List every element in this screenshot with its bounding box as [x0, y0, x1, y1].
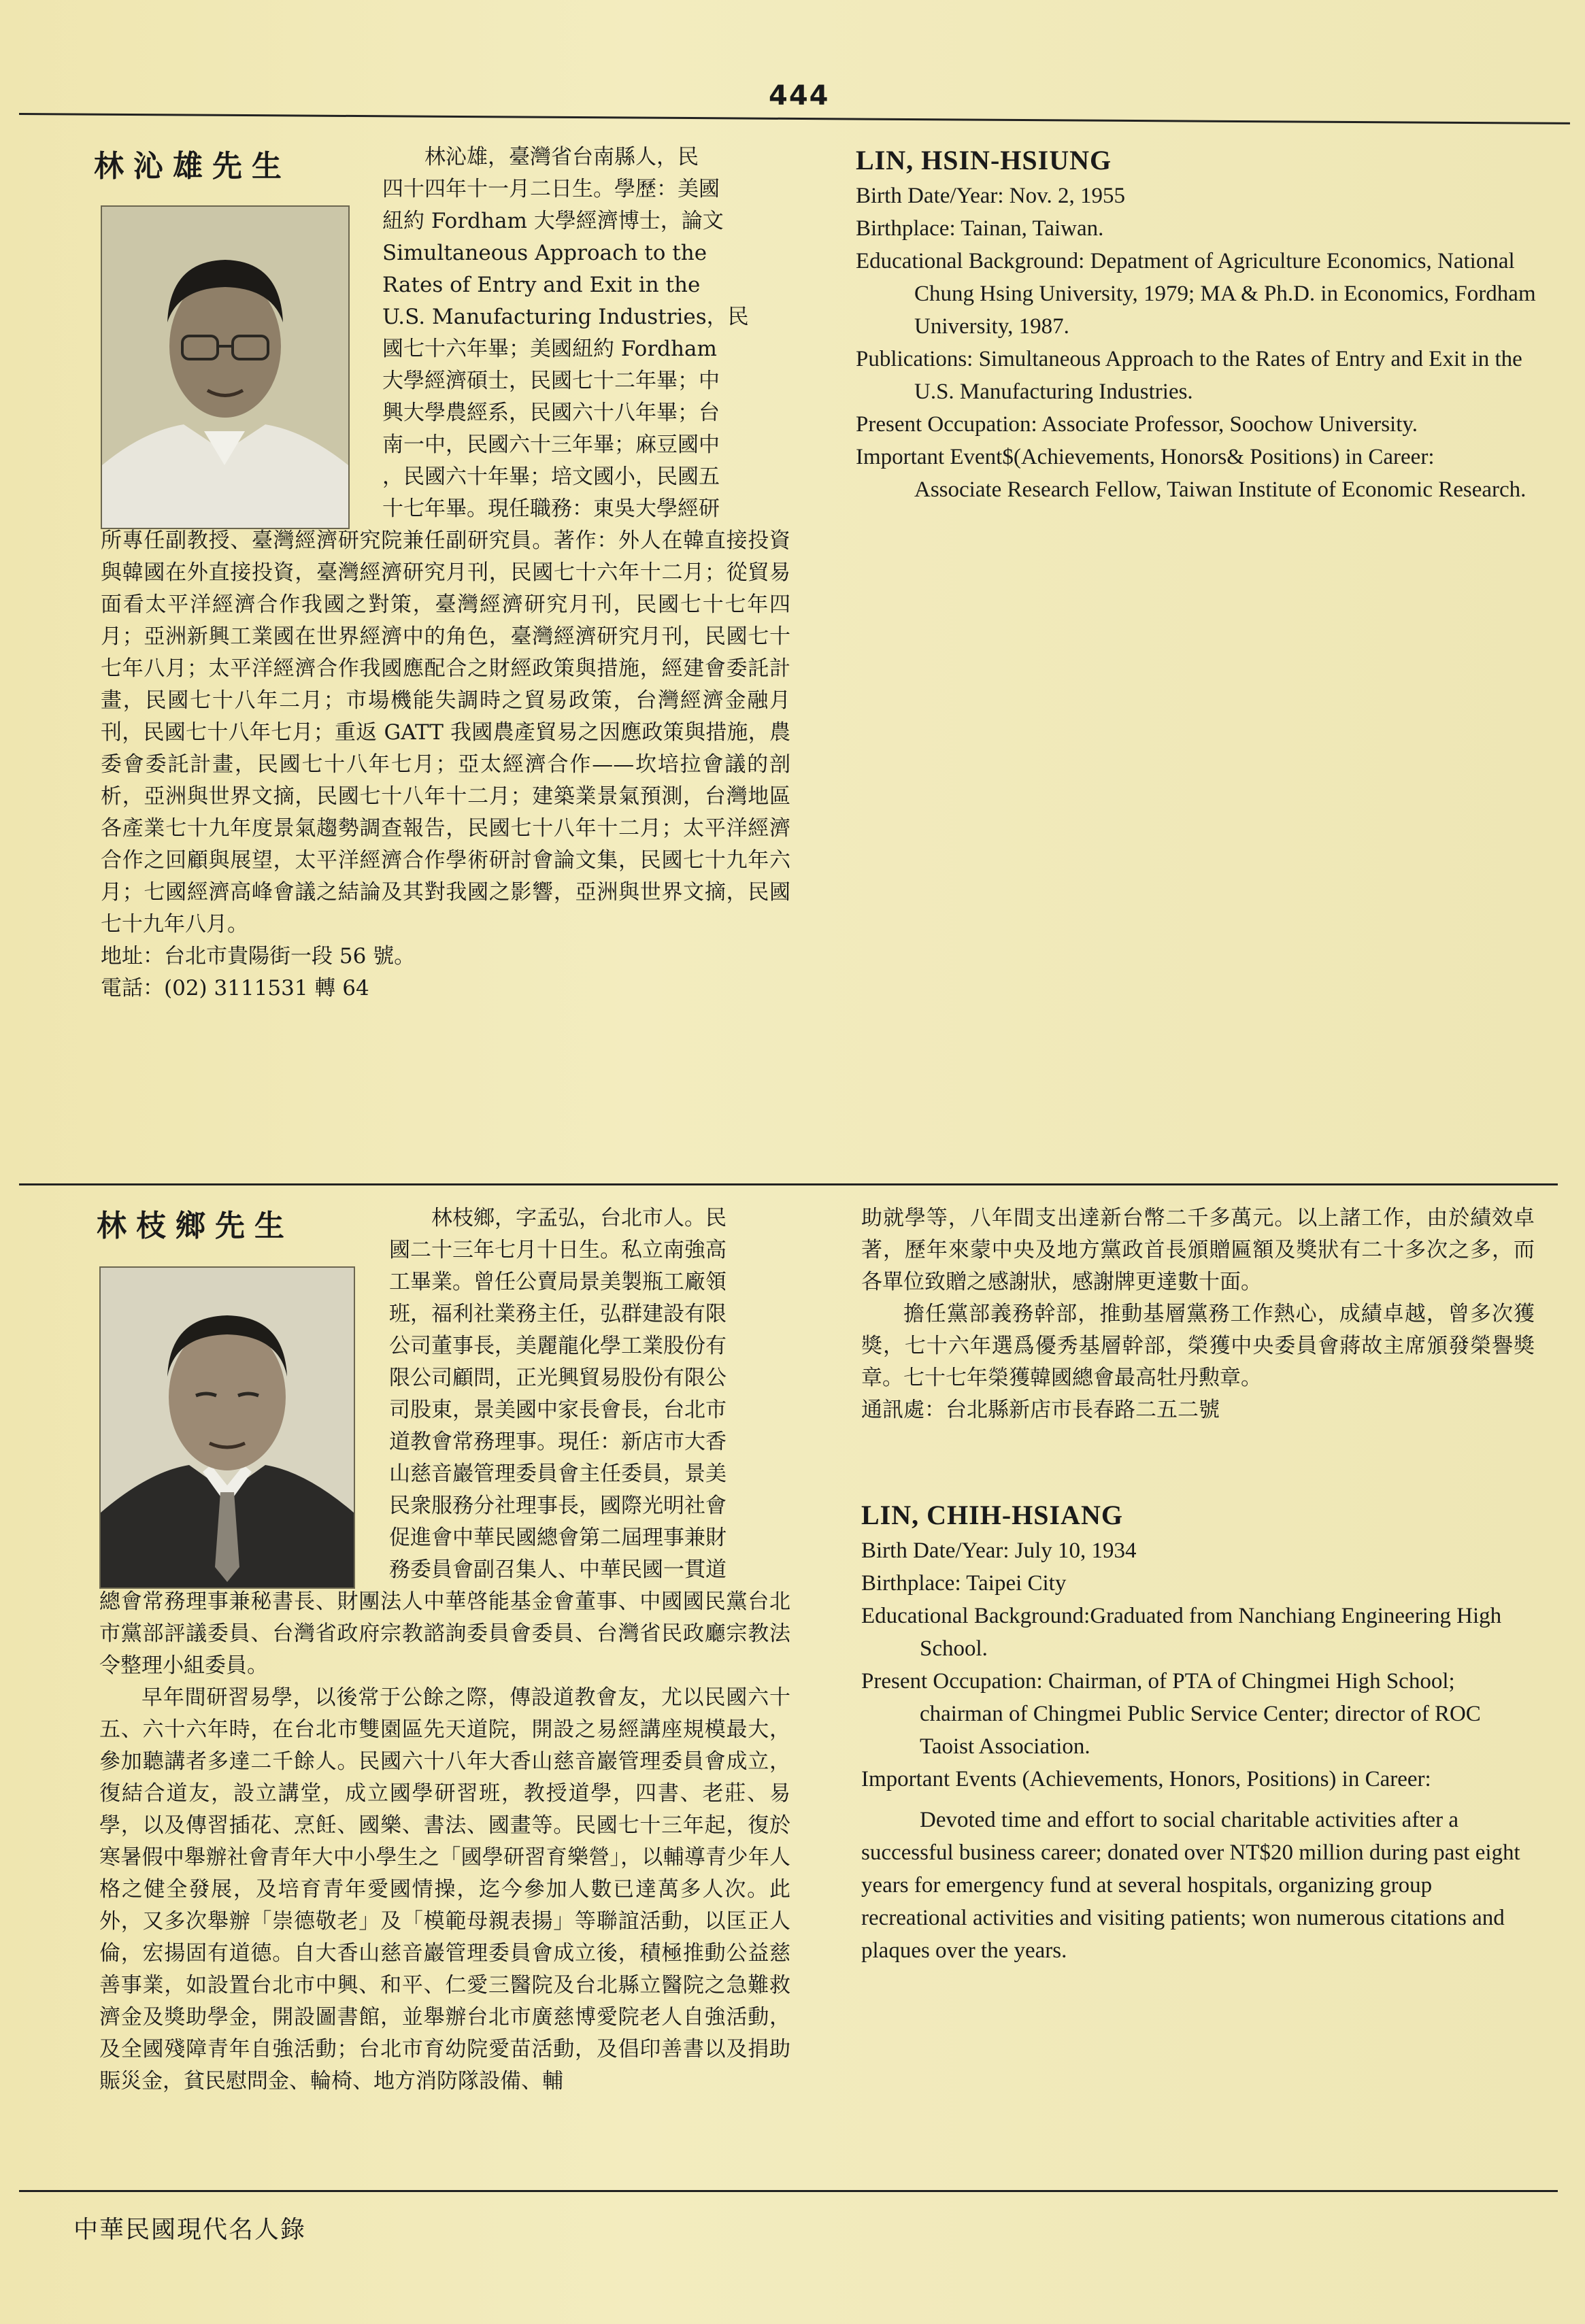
entry2-cn-line: 限公司顧問，正光興貿易股份有限公: [389, 1366, 727, 1390]
entry1-en-events-label: Important Event$(Achievements, Honors& Positions) in Career:: [856, 445, 1435, 469]
entry2-cn-line: 民衆服務分社理事長，國際光明社會: [389, 1494, 727, 1518]
entry2-cn-wrap-text: [389, 1202, 790, 1586]
entry1-en-block: [856, 144, 1536, 506]
book-title-footer: 中華民國現代名人錄: [73, 2216, 307, 2244]
entry2-cn-line: 工畢業。曾任公賣局景美製瓶工廠領: [389, 1270, 727, 1294]
entry1-cn-line: Rates of Entry and Exit in the: [382, 273, 701, 297]
entry2-en-name: LIN, CHIH-HSIANG: [861, 1500, 1123, 1530]
entry1-cn-line: 南一中，民國六十三年畢；麻豆國中: [382, 433, 720, 457]
entry1-portrait: [101, 205, 350, 529]
entry2-cn-line: 國二十三年七月十日生。私立南強高: [389, 1238, 727, 1262]
entry2-cn-line: 公司董事長，美麗龍化學工業股份有: [389, 1334, 727, 1358]
entry1-en-birthplace: Birthplace: Tainan, Taiwan.: [856, 216, 1104, 241]
entry2-cn-name: 林枝鄉先生: [97, 1209, 294, 1243]
entry1-cn-line: 國七十六年畢；美國紐約 Fordham: [382, 337, 717, 361]
entry1-cn-name: 林沁雄先生: [94, 149, 291, 184]
entry2-cn-paragraph: 總會常務理事兼秘書長、財團法人中華啓能基金會董事、中國國民黨台北市黨部評議委員、台灣省政府宗教諮詢委員會委員、台灣省民政廳宗教法令整理小組委員。: [99, 1589, 790, 1678]
entry1-en-name: LIN, HSIN-HSIUNG: [856, 145, 1112, 175]
entry1-en-publications: Publications: Simultaneous Approach to the Rates of Entry and Exit in the U.S. Manufacturing Industries.: [856, 347, 1522, 404]
entry2-cn-line: 道教會常務理事。現任：新店市大香: [389, 1430, 727, 1454]
entry2-en-events-label: Important Events (Achievements, Honors, Positions) in Career:: [861, 1767, 1431, 1791]
entry1-cn-line: U.S. Manufacturing Industries，民: [382, 305, 749, 329]
entry2-cn-paragraph: 擔任黨部義務幹部，推動基層黨務工作熱心，成績卓越，曾多次獲獎，七十六年選爲優秀基層幹部，榮獲中央委員會蔣故主席頒發榮譽獎章。七十七年榮獲韓國總會最高牡丹勲章。: [861, 1302, 1535, 1390]
portrait-man-suit-icon: [101, 1268, 354, 1587]
entry2-cn-line: 林枝鄉，字孟弘，台北市人。民: [431, 1206, 727, 1230]
entry1-en-occupation: Present Occupation: Associate Professor, Soochow University.: [856, 412, 1418, 437]
entry2-en-birth: Birth Date/Year: July 10, 1934: [861, 1538, 1137, 1563]
entry2-cn-line: 班，福利社業務主任，弘群建設有限: [389, 1302, 727, 1326]
footer-rule: [19, 2190, 1558, 2192]
entry1-cn-line: Simultaneous Approach to the: [382, 241, 707, 265]
entry2-cn-line: 山慈音巖管理委員會主任委員，景美: [389, 1462, 727, 1486]
entry2-cn-line: 司股東，景美國中家長會長，台北市: [389, 1398, 727, 1422]
entry2-en-occupation: Present Occupation: Chairman, of PTA of Chingmei High School; chairman of Chingmei Public Service Center; director of ROC Taoist Association.: [861, 1669, 1481, 1759]
entry1-cn-line: 大學經濟碩士，民國七十二年畢；中: [382, 369, 720, 393]
entry1-cn-wrap-text: [382, 141, 790, 525]
entry1-cn-line: 四十四年十一月二日生。學歷：美國: [382, 177, 720, 201]
entry1-cn-line: 十七年畢。現任職務：東吳大學經研: [382, 496, 720, 521]
entry2-contact: 通訊處：台北縣新店市長春路二五二號: [861, 1398, 1220, 1422]
entry2-en-education: Educational Background:Graduated from Nanchiang Engineering High School.: [861, 1604, 1502, 1661]
entry2-cn-line: 務委員會副召集人、中華民國一貫道: [389, 1557, 727, 1582]
entry2-en-events: Devoted time and effort to social charitable activities after a successful business career; donated over NT$20 million during past eight years for emergency fund at several hospitals, organizing group recreational activities and visiting patients; won numerous citations and plaques over the years.: [861, 1808, 1520, 1963]
entry1-en-birth: Birth Date/Year: Nov. 2, 1955: [856, 184, 1125, 208]
entry1-en-events: Associate Research Fellow, Taiwan Institute of Economic Research.: [914, 477, 1526, 502]
entry2-portrait: [99, 1266, 355, 1589]
entry2-cn-continued: [861, 1202, 1535, 1426]
entry1-cn-line: 興大學農經系，民國六十八年畢；台: [382, 401, 720, 425]
portrait-man-glasses-icon: [102, 207, 348, 528]
section-divider: [19, 1183, 1558, 1185]
entry2-en-block: [861, 1499, 1535, 1967]
entry1-phone: 電話：(02) 3111531 轉 64: [101, 976, 369, 1000]
entry2-cn-body: [99, 1586, 790, 2098]
entry2-cn-paragraph: 助就學等，八年間支出達新台幣二千多萬元。以上諸工作，由於績效卓著，歷年來蒙中央及地方黨政首長頒贈匾額及獎狀有二十多次之多，而各單位致贈之感謝狀，感謝牌更達數十面。: [861, 1206, 1535, 1294]
entry1-en-education: Educational Background: Depatment of Agriculture Economics, National Chung Hsing University, 1979; MA & Ph.D. in Economics, Fordham University, 1987.: [856, 249, 1536, 339]
entry1-cn-line: 林沁雄，臺灣省台南縣人，民: [424, 145, 699, 169]
entry2-cn-paragraph: 早年間研習易學，以後常于公餘之際，傳設道教會友，尤以民國六十五、六十六年時，在台北市雙園區先天道院，開設之易經講座規模最大，參加聽講者多達二千餘人。民國六十八年大香山慈音巖管理委員會成立，復結合道友，設立講堂，成立國學研習班，教授道學，四書、老莊、易學，以及傳習插花、烹飪、國樂、書法、國畫等。民國七十三年起，復於寒暑假中舉辦社會青年大中小學生之「國學研習育樂營」，以輔導青少年人格之健全發展，及培育青年愛國情操，迄今參加人數已達萬多人次。此外，又多次舉辦「崇德敬老」及「模範母親表揚」等聯誼活動，以匡正人倫，宏揚固有道德。自大香山慈音巖管理委員會成立後，積極推動公益慈善事業，如設置台北市中興、和平、仁愛三醫院及台北縣立醫院之急難救濟金及獎助學金，開設圖書館，並舉辦台北市廣慈博愛院老人自強活動，及全國殘障青年自強活動；台北市育幼院愛苗活動，及倡印善書以及捐助賑災金，貧民慰問金、輪椅、地方消防隊設備、輔: [99, 1685, 790, 2093]
entry1-cn-body: [101, 525, 790, 1005]
entry2-en-birthplace: Birthplace: Taipei City: [861, 1571, 1067, 1596]
entry2-cn-line: 促進會中華民國總會第二屆理事兼財: [389, 1526, 727, 1550]
header-rule: [19, 113, 1570, 124]
entry1-cn-line: ，民國六十年畢；培文國小，民國五: [382, 465, 720, 489]
entry1-cn-paragraph: 所專任副教授、臺灣經濟研究院兼任副研究員。著作：外人在韓直接投資與韓國在外直接投資，臺灣經濟研究月刊，民國七十六年十二月；從貿易面看太平洋經濟合作我國之對策，臺灣經濟研究月刊，民國七十七年四月；亞洲新興工業國在世界經濟中的角色，臺灣經濟研究月刊，民國七十七年八月；太平洋經濟合作我國應配合之財經政策與措施，經建會委託計畫，民國七十八年二月；市場機能失調時之貿易政策，台灣經濟金融月刊，民國七十八年七月；重返 GATT 我國農產貿易之因應政策與措施，農委會委託計畫，民國七十八年七月；亞太經濟合作——坎培拉會議的剖析，亞洲與世界文摘，民國七十八年十二月；建築業景氣預測，台灣地區各產業七十九年度景氣趨勢調查報告，民國七十八年十二月；太平洋經濟合作之回顧與展望，太平洋經濟合作學術研討會論文集，民國七十九年六月；七國經濟高峰會議之結論及其對我國之影響，亞洲與世界文摘，民國七十九年八月。: [101, 528, 790, 937]
entry1-address: 地址：台北市貴陽街一段 56 號。: [101, 944, 416, 969]
page-number: 444: [769, 80, 830, 112]
entry1-cn-line: 紐約 Fordham 大學經濟博士，論文: [382, 209, 724, 233]
